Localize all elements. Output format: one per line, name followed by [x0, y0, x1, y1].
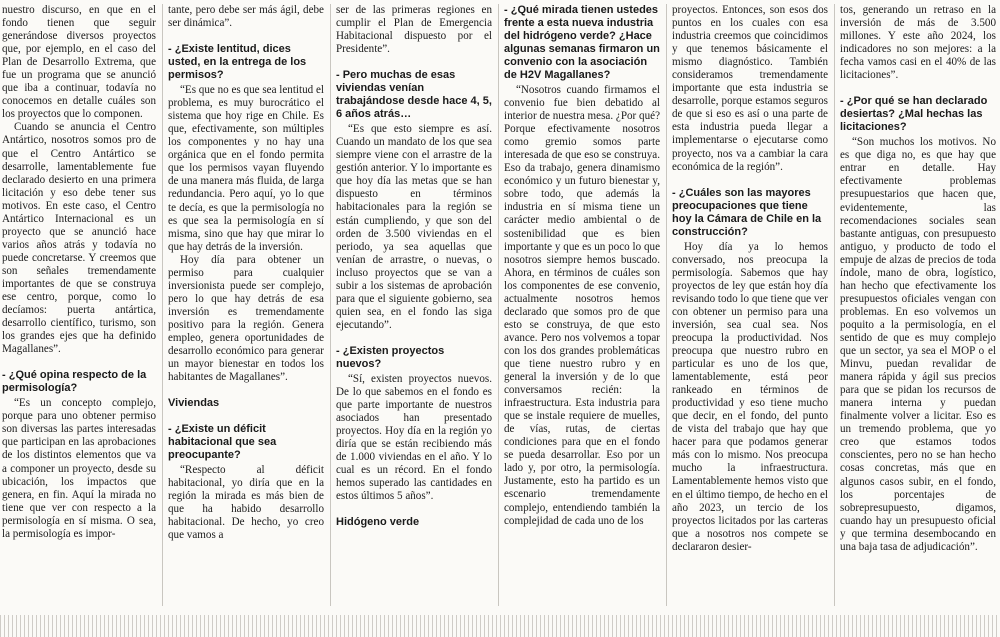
- body-paragraph: tante, pero debe ser más ágil, debe ser dinámica”.: [168, 4, 324, 30]
- body-paragraph: Hoy día ya lo hemos conversado, nos preocupa la permisología. Sabemos que hay proyectos de ley que están hoy día revisando todo lo que tiene que ver con obtener un permiso para una inversión, sea cual sea. Nos preocupa la productividad. Nos preocupa que nuestro rubro en particular es uno de los que, lamentablemente, está peor rankeado en términos de productividad y eso tiene mucho que decir, en el fondo, del punto de vista del trabajo que hay que hacer para que podamos generar más con lo mismo. Nos preocupa mucho la infraestructura. Lamentablemente hemos visto que en el último tiempo, de hecho en el año 2023, un tercio de los proyectos licitados por las carteras que a nosotros nos compete se declararon desier-: [672, 240, 828, 553]
- body-paragraph: “Es un concepto complejo, porque para uno obtener permiso son diversas las partes interesadas que participan en las aprobaciones de los distintos elementos que va a componer un proyecto, desde su ubicación, los impactos que genera, en fin. Aquí la mirada no tiene que ver con respecto a la permisología en sí misma. O sea, la permisología es impor-: [2, 397, 156, 540]
- body-paragraph: “Son muchos los motivos. No es que diga no, es que hay que entrar en detalle. Hay efectivamente problemas presupuestarios que hacen que, evidentemente, las recomendaciones sociales sean bastante antiguas, con presupuesto antiguo, y producto de todo el empuje de alzas de precios de toda índole, mano de obra, logístico, han hecho que efectivamente los presupuestos oficiales vengan con problemas. En eso volvemos un poquito a la permisología, en el sentido de que es muy complejo que un sector, ya sea el MOP o el Minvu, puedan revalidar de manera rápida y ágil sus precios para que se pidan los recursos de manera interna y puedan finalmente volver a licitar. Eso es un tremendo problema, que yo creo que estamos todos conscientes, pero no se han hecho cosas concretas, más que en algunos casos subir, en el fondo, los porcentajes de sobrepresupuesto, digamos, cuando hay un presupuesto oficial y que termina desembocando en una baja tasa de adjudicación”.: [840, 136, 996, 553]
- column-divider: [834, 4, 835, 606]
- body-paragraph: tos, generando un retraso en la inversión de más de 3.500 millones. Y este año 2024, los indicadores no son mejores: a la fecha vamos casi en el 40% de las licitaciones”.: [840, 4, 996, 82]
- article-column-6: [840, 4, 996, 610]
- body-paragraph: “Es que no es que sea lentitud el problema, es muy burocrático el sistema que hoy rige en Chile. Es que, efectivamente, son múltiples los componentes y no hay una orgánica que en el fondo permita que los permisos vayan fluyendo de una manera más fluida, de larga redundancia. Pero aquí, yo lo que te decía, es que la permisología no es que sea la permisología en sí misma, sino que hay que mirar lo que hay detrás de la inversión.: [168, 84, 324, 253]
- interview-question: - ¿Qué mirada tienen ustedes frente a esta nueva industria del hidrógeno verde? ¿Hace algunas semanas firmaron un convenio con la asociación de H2V Magallanes?: [504, 4, 660, 81]
- body-paragraph: Hoy día para obtener un permiso para cualquier inversionista puede ser complejo, pero lo que hay detrás de esa inversión es tremendamente positivo para la región. Genera empleo, genera oportunidades de desarrollo económico para generar un mayor bienestar en todos los habitantes de Magallanes”.: [168, 253, 324, 384]
- article-column-1: [2, 4, 156, 610]
- article-column-4: [504, 4, 660, 610]
- interview-question: - ¿Por qué se han declarado desiertas? ¿Mal hechas las licitaciones?: [840, 95, 988, 134]
- column-divider: [666, 4, 667, 606]
- section-subhead: Hidógeno verde: [336, 516, 420, 529]
- interview-question: - Pero muchas de esas viviendas venían trabajándose desde hace 4, 5, 6 años atrás…: [336, 69, 492, 121]
- article-column-2: [168, 4, 324, 610]
- body-paragraph: Cuando se anuncia el Centro Antártico, nosotros somos pro de que el Centro Antártico se desarrolle, lamentablemente fue declarado desierto en una primera licitación y eso debe tener sus motivos. En este caso, el Centro Antártico Internacional es un proyecto que se anunció hace varios años atrás y todavía no puede concretarse. Y creemos que son señales tremendamente importantes de que se construya ese centro, porque, como lo decíamos: puerta antártica, desarrollo científico, turismo, son los grandes ejes que ha definido Magallanes”.: [2, 121, 156, 356]
- article-column-3: [336, 4, 492, 610]
- page-bottom-border: [0, 615, 1000, 637]
- section-subhead: Viviendas: [168, 397, 220, 410]
- column-divider: [498, 4, 499, 606]
- article-column-5: [672, 4, 828, 610]
- body-paragraph: proyectos. Entonces, son esos dos puntos en los cuales con esa industria creemos que coincidimos y que tenemos básicamente el mismo diagnóstico. También consideramos tremendamente importante que esta industria se desarrolle, porque estamos seguros de que si eso es así o una parte de esta industria pueda llegar a implementarse o ejecutarse como proyecto, nos va a cambiar la cara económica de la región”.: [672, 4, 828, 173]
- interview-question: - ¿Existe un déficit habitacional que sea preocupante?: [168, 423, 277, 462]
- interview-question: - ¿Cuáles son las mayores preocupaciones que tiene hoy la Cámara de Chile en la construcción?: [672, 186, 822, 238]
- column-divider: [330, 4, 331, 606]
- body-paragraph: “Es que esto siempre es así. Cuando un mandato de los que sea siempre viene con el arrastre de la gestión anterior. Y lo importante es que hoy día las metas que se han dispuesto en términos habitacionales para la región se están cumpliendo, y que son del orden de 3.500 viviendas en el periodo, ya sea aquellas que venían de arrastre, o nuevas, o incluso proyectos que se van a subir a los sistemas de aprobación para que el siguiente gobierno, sea quien sea, en el fondo las siga ejecutando”.: [336, 123, 492, 331]
- body-paragraph: “Respecto al déficit habitacional, yo diría que en la región la mirada es más bien de que ha habido desarrollo habitacional. De hecho, yo creo que vamos a: [168, 464, 324, 542]
- body-paragraph: nuestro discurso, en que en el fondo tienen que seguir generándose diversos proyectos que, por ejemplo, en el caso del Plan de Desarrollo Extrema, que fue un programa que se anunció que iba a continuar, todavía no conocemos en detalle cuáles son los proyectos que lo componen.: [2, 4, 156, 121]
- body-paragraph: “Nosotros cuando firmamos el convenio fue bien debatido al interior de nuestra mesa. ¿Por qué? Porque efectivamente nosotros como gremio somos parte interesada de que eso se construya. Eso da trabajo, genera dinamismo económico y un futuro bienestar y, sobre todo, que además la industria en sí misma tiene un carácter medio ambiental o de sostenibilidad que es bien importante y que es un poco lo que nosotros siempre hemos buscado. Ahora, en términos de cuáles son los componentes de ese convenio, actualmente nosotros hemos declarado que somos pro de que esto se construya, de que esto avance. Pero nos volvemos a topar con los dos grandes problemáticas que tiene nuestro rubro y en general la inversión y de lo que conversamos recién: la infraestructura. Esta industria para que se instale requiere de muelles, de vías, rutas, de ciertas condiciones para que en el fondo se pueda desarrollar. Eso por un lado y, por otro, la permisología. Justamente, esto ha partido es un escenario tremendamente complejo, entendiendo también la complejidad de cada uno de los: [504, 84, 660, 527]
- interview-question: - ¿Existe lentitud, dices usted, en la entrega de los permisos?: [168, 43, 307, 82]
- body-paragraph: ser de las primeras regiones en cumplir el Plan de Emergencia Habitacional dispuesto por el Presidente”.: [336, 4, 492, 56]
- body-paragraph: “Sí, existen proyectos nuevos. De lo que sabemos en el fondo es que parte importante de nuestros asociados han presentado proyectos. Hoy día en la región yo diría que se están recibiendo más de 1.000 viviendas en el año. Y lo cual es un récord. En el fondo hemos superado las cantidades en estos últimos 5 años”.: [336, 372, 492, 503]
- column-divider: [162, 4, 163, 606]
- interview-question: - ¿Qué opina respecto de la permisología?: [2, 369, 147, 395]
- interview-question: - ¿Existen proyectos nuevos?: [336, 344, 445, 370]
